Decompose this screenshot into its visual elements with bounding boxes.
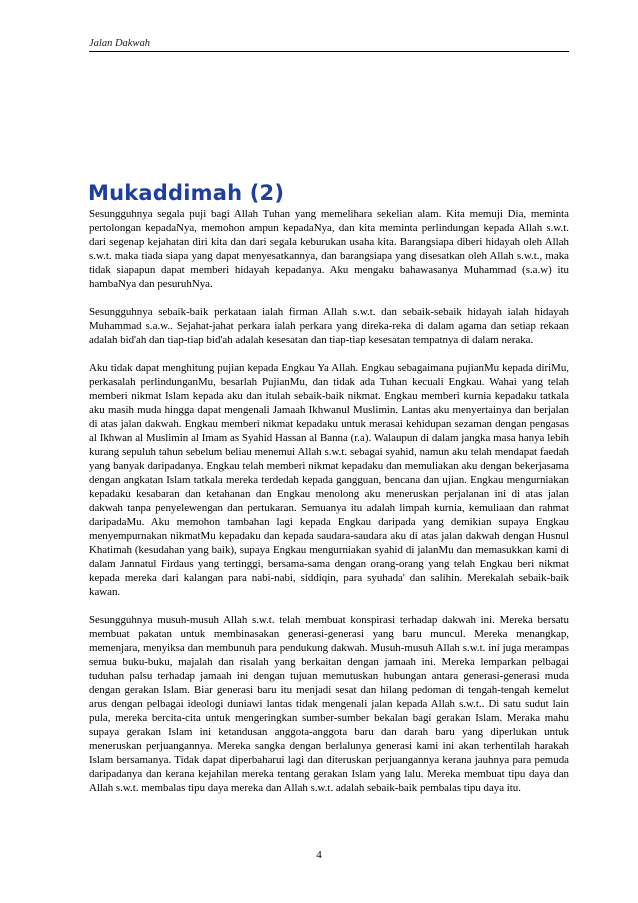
body-text: [89, 207, 569, 809]
paragraph: Sesungguhnya segala puji bagi Allah Tuhan yang memelihara sekelian alam. Kita memuji Dia, meminta pertolongan kepadaNya, memohon ampun kepadaNya, dan kita meminta perlindungan kepada Allah s.w.t. dari segenap kejahatan diri kita dan dari segala keburukan usaha kita. Barangsiapa diberi hidayah oleh Allah s.w.t. maka tiada siapa yang dapat menyesatkannya, dan barangsiapa yang disesatkan oleh Allah s.w.t., maka tidak siapapun dapat memberi hidayah kepadanya. Aku mengaku bahawasanya Muhammad (s.a.w) itu hambaNya dan pesuruhNya.: [89, 208, 569, 290]
running-header: Jalan Dakwah: [89, 38, 569, 52]
page-number: 4: [316, 849, 322, 861]
paragraph: Aku tidak dapat menghitung pujian kepada Engkau Ya Allah. Engkau sebagaimana pujianMu kepada diriMu, perkasalah perlindunganMu, besarlah PujianMu, dan tidak ada Tuhan kecuali Engkau. Wahai yang telah memberi nikmat Islam kepada aku dan itulah sebaik-baik nikmat. Engkau memberi kurnia kepadaku tatkala aku masih muda hingga dapat mengenali Jamaah Ikhwanul Muslimin. Lantas aku menyertainya dan berjalan di atas jalan dakwah. Engkau memberi nikmat kepadaku untuk merasai kehidupan sezaman dengan pengasas al Ikhwan al Muslimin al Imam as Syahid Hassan al Banna (r.a). Walaupun di dalam jangka masa hanya lebih kurang sepuluh tahun sebelum beliau menemui Allah s.w.t. sebagai syahid, namun aku telah mendapat faedah yang banyak daripadanya. Engkau telah memberi nikmat kepadaku dan memuliakan aku dengan bekerjasama dengan angkatan Islam tatkala mereka terdedah kepada gangguan, bencana dan ujian. Engkau mengurniakan kepadaku kesabaran dan ketahanan dan Engkau menolong aku meneruskan perjalanan ini di atas jalan dakwah tanpa penyelewengan dan pertukaran. Semuanya itu adalah limpah kurnia, kemuliaan dan rahmat daripadaMu. Aku memohon tambahan lagi kepada Engkau daripada yang demikian supaya Engkau menyempurnakan nikmatMu kepadaku dan kepada saudara-saudara aku di atas jalan dakwah dengan Husnul Khatimah (kesudahan yang baik), supaya Engkau mengurniakan syahid di jalanMu dan memasukkan kami di dalam Jannatul Firdaus yang tertinggi, bersama-sama dengan orang-orang yang telah Engkau beri nikmat kepada mereka dari kalangan para nabi-nabi, siddiqin, para syuhada' dan salihin. Merekalah sebaik-baik kawan.: [89, 362, 569, 598]
section-title: Mukaddimah (2): [88, 181, 285, 205]
paragraph: Sesungguhnya sebaik-baik perkataan ialah firman Allah s.w.t. dan sebaik-sebaik hidayah ialah hidayah Muhammad s.a.w.. Sejahat-jahat perkara ialah perkara yang direka-reka di dalam agama dan setiap rekaan adalah bid'ah dan tiap-tiap bid'ah adalah kesesatan dan tiap-tiap kesesatan tempatnya di dalam neraka.: [89, 306, 569, 346]
paragraph: Sesungguhnya musuh-musuh Allah s.w.t. telah membuat konspirasi terhadap dakwah ini. Mereka bersatu membuat pakatan untuk membinasakan generasi-generasi yang baru muncul. Mereka menangkap, memenjara, menyiksa dan membunuh para pendukung dakwah. Musuh-musuh Allah s.w.t. ini juga merampas semua buku-buku, majalah dan risalah yang berkaitan dengan jamaah ini. Mereka lemparkan pelbagai tuduhan palsu terhadap jamaah ini dengan tujuan memutuskan hubungan antara generasi-generasi muda dengan gerakan Islam. Biar generasi baru itu menjadi sesat dan hilang pedoman di tengah-tengah kemelut arus dengan pelbagai ideologi duniawi lantas tidak mengenali jalan kepada Allah s.w.t.. Di satu sudut lain pula, mereka bercita-cita untuk mengeringkan sumber-sumber bekalan bagi gerakan Islam. Meraka mahu supaya gerakan Islam ini ketandusan anggota-anggota baru dan darah baru yang diperlukan untuk meneruskan perjuangannya. Mereka sangka dengan berlalunya generasi kami ini akan terhentilah harakah Islam bersamanya. Tidak dapat diperbaharui lagi dan diteruskan perjuangannya kerana jauhnya para pemuda daripadanya dan kerana kejahilan mereka tentang gerakan Islam yang lalu. Mereka membuat tipu daya dan Allah s.w.t. membalas tipu daya mereka dan Allah s.w.t. adalah sebaik-baik pembalas tipu daya itu.: [89, 614, 569, 794]
